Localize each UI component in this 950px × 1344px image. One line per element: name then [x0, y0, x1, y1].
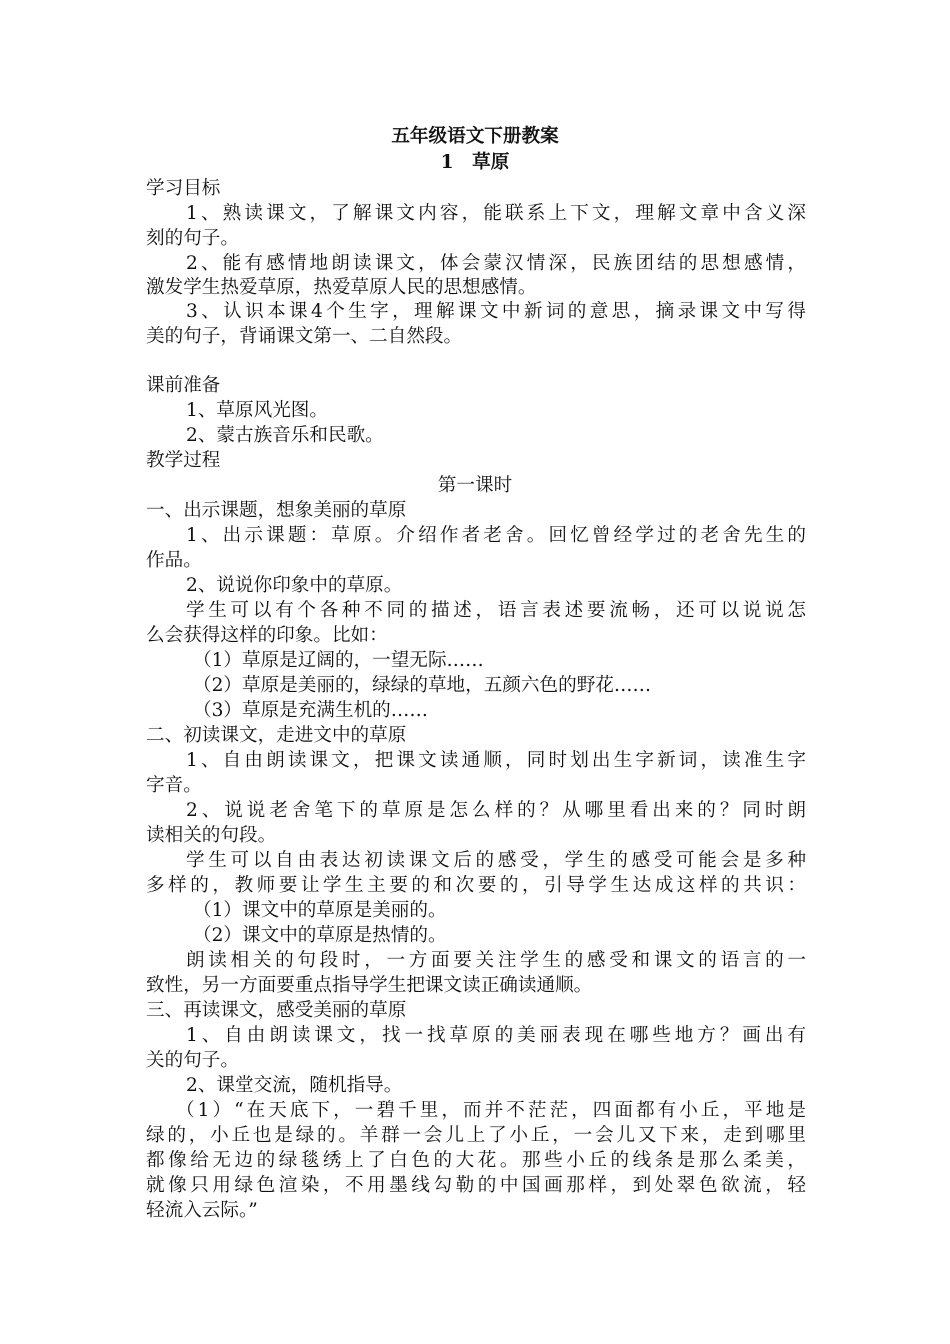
- text-line: 2、蒙古族音乐和民歌。: [186, 425, 384, 446]
- document-title: 五年级语文下册教案: [391, 126, 559, 147]
- section-heading: 学习目标: [146, 178, 221, 199]
- subsection-heading: 三、再读课文，感受美丽的草原: [146, 1000, 407, 1021]
- quote-line: （1）“在天底下，一碧千里，而并不茫茫，四面都有小丘，平地是: [176, 1100, 806, 1121]
- text-line: 1、自由朗读课文，把课文读通顺，同时划出生字新词，读准生字: [186, 750, 806, 771]
- quote-line: 绿的，小丘也是绿的。羊群一会儿上了小丘，一会儿又下来，走到哪里: [146, 1125, 806, 1146]
- text-line: 2、说说老舍笔下的草原是怎么样的？从哪里看出来的？同时朗: [186, 800, 806, 821]
- list-item: （1）课文中的草原是美丽的。: [193, 900, 447, 921]
- text-line: 朗读相关的句段时，一方面要关注学生的感受和课文的语言的一: [186, 950, 806, 971]
- text-line: 2、课堂交流，随机指导。: [186, 1075, 403, 1096]
- text-line: 多样的，教师要让学生主要的和次要的，引导学生达成这样的共识：: [146, 875, 806, 896]
- list-item: （2）草原是美丽的，绿绿的草地，五颜六色的野花……: [193, 675, 652, 696]
- text-line: 2、说说你印象中的草原。: [186, 575, 403, 596]
- text-line: 1、草原风光图。: [186, 400, 328, 421]
- text-line: 美的句子，背诵课文第一、二自然段。: [146, 326, 463, 347]
- section-heading: 教学过程: [146, 450, 221, 471]
- subsection-heading: 一、出示课题，想象美丽的草原: [146, 500, 407, 521]
- list-item: （1）草原是辽阔的，一望无际……: [193, 650, 484, 671]
- lesson-title: 1 草原: [440, 152, 510, 173]
- subsection-heading: 二、初读课文，走进文中的草原: [146, 725, 407, 746]
- quote-line: 轻流入云际。”: [146, 1200, 258, 1221]
- text-line: 读相关的句段。: [146, 825, 277, 846]
- text-line: 2、能有感情地朗读课文，体会蒙汉情深，民族团结的思想感情，: [186, 253, 806, 274]
- text-line: 1、自由朗读课文，找一找草原的美丽表现在哪些地方？画出有: [186, 1025, 806, 1046]
- period-heading: 第一课时: [437, 475, 513, 496]
- text-line: 学生可以自由表达初读课文后的感受，学生的感受可能会是多种: [186, 850, 806, 871]
- list-item: （2）课文中的草原是热情的。: [193, 925, 447, 946]
- list-item: （3）草原是充满生机的……: [193, 700, 428, 721]
- text-line: 1、出示课题：草原。介绍作者老舍。回忆曾经学过的老舍先生的: [186, 525, 806, 546]
- text-line: 激发学生热爱草原，热爱草原人民的思想感情。: [146, 277, 537, 298]
- text-line: 字音。: [146, 775, 202, 796]
- text-line: 致性，另一方面要重点指导学生把课文读正确读通顺。: [146, 975, 593, 996]
- text-line: 学生可以有个各种不同的描述，语言表述要流畅，还可以说说怎: [186, 600, 806, 621]
- text-line: 么会获得这样的印象。比如：: [146, 625, 388, 646]
- text-line: 3、认识本课4个生字，理解课文中新词的意思，摘录课文中写得: [186, 301, 806, 322]
- quote-line: 就像只用绿色渲染，不用墨线勾勒的中国画那样，到处翠色欲流，轻: [146, 1175, 806, 1196]
- text-line: 关的句子。: [146, 1050, 239, 1071]
- text-line: 1、熟读课文，了解课文内容，能联系上下文，理解文章中含义深: [186, 203, 806, 224]
- quote-line: 都像给无边的绿毯绣上了白色的大花。那些小丘的线条是那么柔美，: [146, 1150, 806, 1171]
- section-heading: 课前准备: [146, 375, 221, 396]
- text-line: 刻的句子。: [146, 228, 239, 249]
- text-line: 作品。: [146, 550, 202, 571]
